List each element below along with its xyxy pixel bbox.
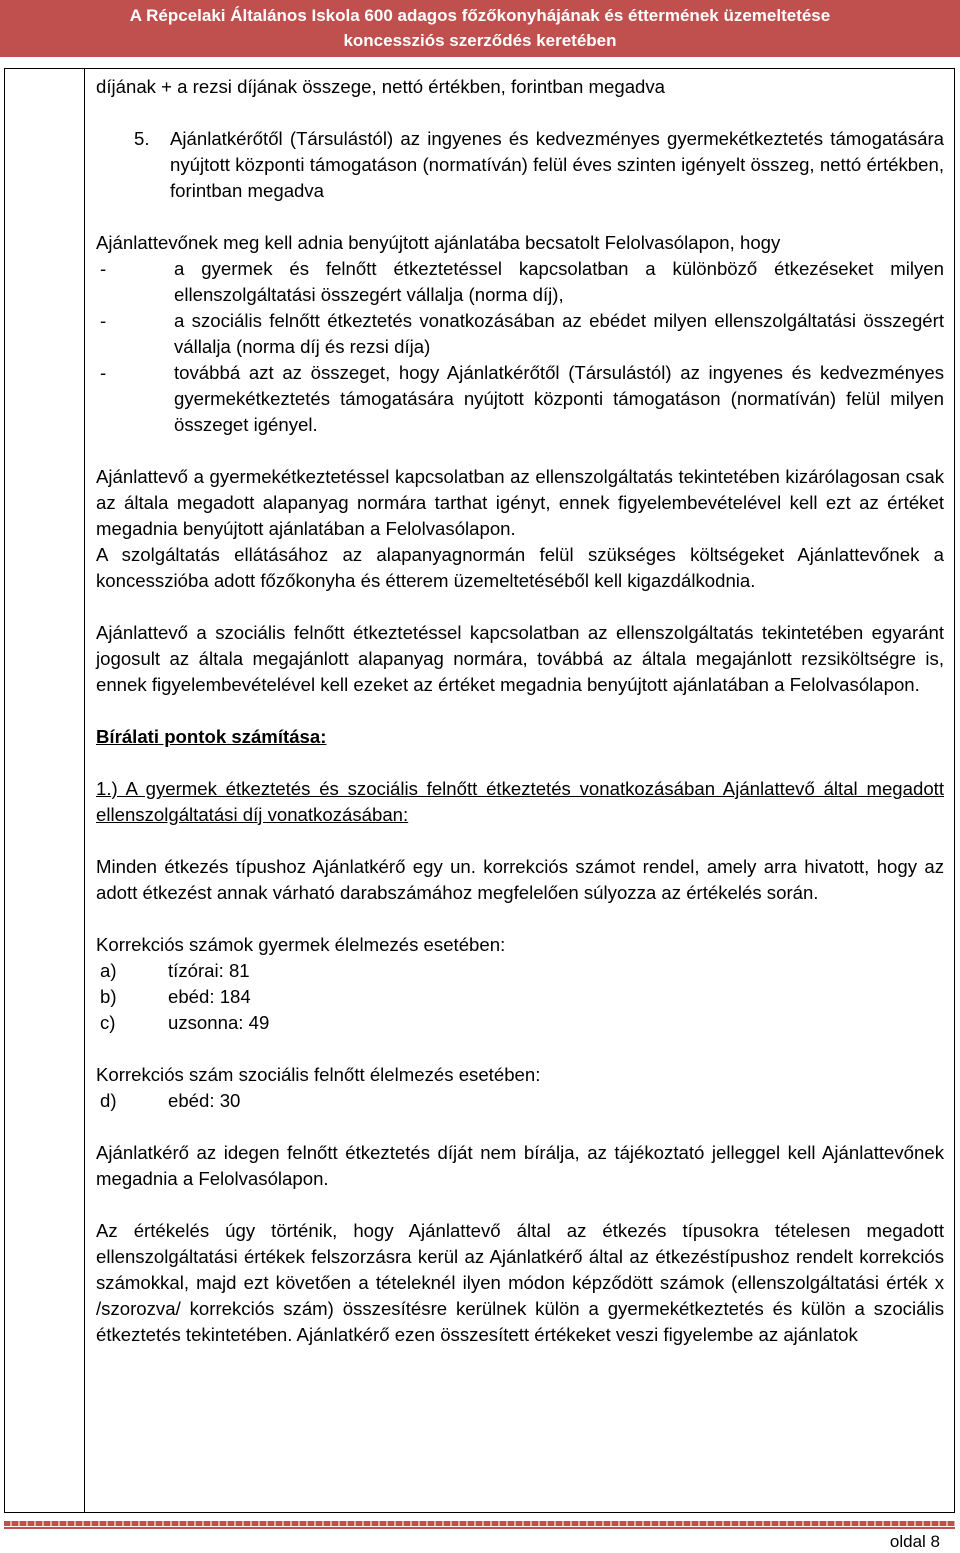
- paragraph: Ajánlattevő a gyermekétkeztetéssel kapcsolatban az ellenszolgáltatás tekintetében kizárólagosan csak az általa megadott alapanyag normára tarthat igényt, ennek figyelembevételével kell ezt az értéket megadnia benyújtott ajánlatában a Felolvasólapon.: [96, 466, 944, 539]
- paragraph: Ajánlatkérő az idegen felnőtt étkeztetés díját nem bírálja, az tájékoztató jelleggel kell Ajánlattevőnek megadnia a Felolvasólapon.: [96, 1142, 944, 1189]
- list-item: b) ebéd: 184: [100, 986, 251, 1007]
- numbered-item: [134, 126, 944, 204]
- list-item: c) uzsonna: 49: [100, 1012, 270, 1033]
- dash-item: - a gyermek és felnőtt étkeztetéssel kapcsolatban a különböző étkezéseket milyen ellenszolgáltatási összegért vállalja (norma díj),: [100, 258, 944, 305]
- paragraph: díjának + a rezsi díjának összege, nettó értékben, forintban megadva: [96, 76, 666, 97]
- list-item: a) tízórai: 81: [100, 960, 250, 981]
- subsection-heading: 1.) A gyermek étkeztetés és szociális felnőtt étkeztetés vonatkozásában Ajánlattevő által megadott ellenszolgáltatási díj vonatkozásában:: [96, 778, 944, 825]
- list-item: d) ebéd: 30: [100, 1090, 241, 1111]
- footer-rule-line: [4, 1527, 955, 1529]
- page-number: oldal 8: [889, 1532, 940, 1551]
- paragraph: A szolgáltatás ellátásához az alapanyagnormán felül szükséges költségeket Ajánlattevőnek a koncesszióba adott főzőkonyha és étterem üzemeltetéséből kell kigazdálkodnia.: [96, 544, 944, 591]
- document-body: [96, 74, 944, 1348]
- paragraph: Korrekciós szám szociális felnőtt élelmezés esetében:: [96, 1064, 541, 1085]
- frame-column-divider: [84, 68, 85, 1513]
- paragraph: Ajánlattevő a szociális felnőtt étkeztetéssel kapcsolatban az ellenszolgáltatás tekintetében egyaránt jogosult az általa megajánlott alapanyag normára, továbbá az általa megajánlott rezsiköltségre is, ennek figyelembevételével kell ezeket az értéket megadnia benyújtott ajánlatában a Felolvasólapon.: [96, 622, 944, 695]
- header-title-line2: koncessziós szerződés keretében: [343, 31, 617, 50]
- section-heading: Bírálati pontok számítása:: [96, 726, 327, 747]
- dash-item: - továbbá azt az összeget, hogy Ajánlatkérőtől (Társulástól) az ingyenes és kedvezményes gyermekétkeztetés támogatására nyújtott központi támogatáson (normatíván) felül milyen összeget igényel.: [100, 362, 944, 435]
- paragraph: Az értékelés úgy történik, hogy Ajánlattevő által az étkezés típusokra tételesen megadott ellenszolgáltatási értékek felszorzásra kerül az Ajánlatkérő által az étkezéstípushoz rendelt korrekciós számokkal, majd ezt követően a tételeknél ilyen módon képződött számok (ellenszolgáltatási érték x /szorozva/ korrekciós szám) összesítésre kerülnek külön a gyermekétkeztetés és külön a szociális étkeztetés tekintetében. Ajánlatkérő ezen összesített értékeket veszi figyelembe az ajánlatok: [96, 1220, 944, 1345]
- dash-item: - a szociális felnőtt étkeztetés vonatkozásában az ebédet milyen ellenszolgáltatási összegért vállalja (norma díj és rezsi díja): [100, 310, 944, 357]
- paragraph: Korrekciós számok gyermek élelmezés esetében:: [96, 934, 506, 955]
- header-title-line1: A Répcelaki Általános Iskola 600 adagos főzőkonyhájának és éttermének üzemeltetése: [129, 6, 831, 25]
- page-header: [0, 0, 960, 57]
- paragraph: Ajánlattevőnek meg kell adnia benyújtott ajánlatába becsatolt Felolvasólapon, hogy: [96, 232, 781, 253]
- paragraph: Minden étkezés típushoz Ajánlatkérő egy un. korrekciós számot rendel, amely arra hivatott, hogy az adott étkezést annak várható darabszámához megfelelően súlyozza az értékelés során.: [96, 856, 944, 903]
- item-number: 5.: [134, 128, 150, 149]
- item-text: Ajánlatkérőtől (Társulástól) az ingyenes és kedvezményes gyermekétkeztetés támogatására nyújtott központi támogatáson (normatíván) felül éves szinten igényelt összeg, nettó értékben, forintban megadva: [170, 128, 944, 201]
- footer-rule: [4, 1521, 955, 1526]
